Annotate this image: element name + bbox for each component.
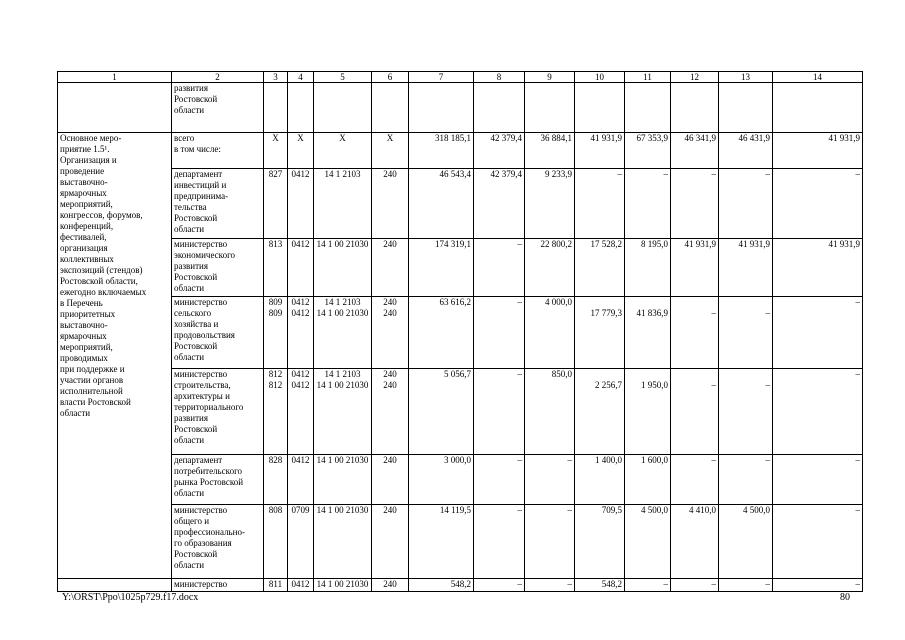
cell-col-8: – [474, 297, 525, 369]
cell-col-4: 0412 0412 [288, 369, 314, 455]
cell-col-7: 174 319,1 [409, 239, 474, 297]
table-row [58, 579, 863, 592]
cell-col-10: 2 256,7 [575, 369, 625, 455]
cell-col-4: 0412 0412 [288, 297, 314, 369]
header-col-8: 8 [474, 72, 525, 83]
table-row [58, 369, 863, 455]
cell-col-3: 811 [264, 579, 288, 592]
cell-col-12: – [671, 455, 719, 505]
cell-col-3: 813 [264, 239, 288, 297]
cell-col-9: 36 884,1 [525, 133, 575, 169]
cell-col-3: 828 [264, 455, 288, 505]
cont-col1 [58, 83, 172, 133]
cont-empty [773, 83, 863, 133]
cell-col-6: 240 [372, 169, 409, 239]
header-col-14: 14 [773, 72, 863, 83]
cell-col-11: – [625, 579, 671, 592]
header-col-10: 10 [575, 72, 625, 83]
cell-col-4: Х [288, 133, 314, 169]
cell-col-12: 41 931,9 [671, 239, 719, 297]
cell-col-7: 3 000,0 [409, 455, 474, 505]
header-col-7: 7 [409, 72, 474, 83]
cell-col-9: – [525, 579, 575, 592]
cell-col-10: 17 528,2 [575, 239, 625, 297]
cell-col-12: – [671, 579, 719, 592]
cell-col-8: 42 379,4 [474, 169, 525, 239]
cont-empty [409, 83, 474, 133]
executor-cell: департамент инвестиций и предпринима- тельства Ростовской области [172, 169, 264, 239]
cell-col-4: 0412 [288, 169, 314, 239]
cell-col-10: 548,2 [575, 579, 625, 592]
cell-col-6: Х [372, 133, 409, 169]
cont-empty [525, 83, 575, 133]
cell-col-14: – [773, 505, 863, 579]
cont-empty [719, 83, 773, 133]
cell-col-13: – [719, 169, 773, 239]
cell-col-4: 0412 [288, 239, 314, 297]
cell-col-8: 42 379,4 [474, 133, 525, 169]
cell-col-3: 812 812 [264, 369, 288, 455]
cell-col-5: 14 1 00 21030 [314, 579, 372, 592]
cell-col-6: 240 [372, 455, 409, 505]
cell-col-3: 809 809 [264, 297, 288, 369]
cell-col-8: – [474, 455, 525, 505]
cell-col-7: 63 616,2 [409, 297, 474, 369]
cell-col-10: 1 400,0 [575, 455, 625, 505]
cell-col-9: – [525, 505, 575, 579]
cell-col-13: 46 431,9 [719, 133, 773, 169]
cell-col-6: 240 [372, 505, 409, 579]
cell-col-7: 46 543,4 [409, 169, 474, 239]
cell-col-13: 41 931,9 [719, 239, 773, 297]
cell-col-7: 548,2 [409, 579, 474, 592]
cell-col-13: – [719, 297, 773, 369]
cell-col-9: – [525, 455, 575, 505]
header-col-13: 13 [719, 72, 773, 83]
cell-col-14: – [773, 369, 863, 455]
cell-col-11: 67 353,9 [625, 133, 671, 169]
cell-col-11: – [625, 169, 671, 239]
cell-col-5: 14 1 2103 [314, 169, 372, 239]
cell-col-5: 14 1 00 21030 [314, 455, 372, 505]
executor-cell: департамент потребительского рынка Ростовской области [172, 455, 264, 505]
event-name-cell: Основное меро- приятие 1.5¹. Организация и проведение выставочно- ярмарочных мероприятий, конгрессов, форумов, конференций, фестивалей, организация коллективных экспозиций (стендов) Ростовской области, ежегодно включаемых в Перечень приоритетных выставочно- ярмарочных мероприятий, проводимых при поддержке и участии органов исполнительной власти Ростовской области [58, 133, 172, 579]
cell-col-10: 709,5 [575, 505, 625, 579]
cell-col-11: 41 836,9 [625, 297, 671, 369]
cont-empty [575, 83, 625, 133]
footer-file-path: Y:\ORST\Ppo\1025p729.f17.docx [62, 592, 199, 603]
cont-empty [625, 83, 671, 133]
cell-col-5: 14 1 2103 14 1 00 21030 [314, 369, 372, 455]
cell-col-5: Х [314, 133, 372, 169]
cell-col-14: 41 931,9 [773, 133, 863, 169]
cell-col-6: 240 [372, 239, 409, 297]
table-row [58, 297, 863, 369]
cell-col-14: – [773, 455, 863, 505]
cell-col-4: 0709 [288, 505, 314, 579]
cell-col-7: 14 119,5 [409, 505, 474, 579]
cell-col-12: – [671, 369, 719, 455]
cell-col-4: 0412 [288, 455, 314, 505]
cell-col-13: 4 500,0 [719, 505, 773, 579]
cell-col-6: 240 240 [372, 369, 409, 455]
cell-col-8: – [474, 239, 525, 297]
cont-col2: развития Ростовской области [172, 83, 264, 133]
cell-col-14: – [773, 169, 863, 239]
cell-col-4: 0412 [288, 579, 314, 592]
header-col-1: 1 [58, 72, 172, 83]
cell-col-12: – [671, 169, 719, 239]
cell-col-5: 14 1 00 21030 [314, 239, 372, 297]
cell-col-10: 17 779,3 [575, 297, 625, 369]
cont-empty [474, 83, 525, 133]
cell-col-9: 4 000,0 [525, 297, 575, 369]
cell-col-11: 1 950,0 [625, 369, 671, 455]
table-row [58, 505, 863, 579]
cell-col-10: – [575, 169, 625, 239]
executor-cell: министерство общего и профессионально- го образования Ростовской области [172, 505, 264, 579]
cell-col-12: 4 410,0 [671, 505, 719, 579]
cell-col-14: 41 931,9 [773, 239, 863, 297]
header-col-4: 4 [288, 72, 314, 83]
executor-cell: министерство сельского хозяйства и продовольствия Ростовской области [172, 297, 264, 369]
table-row [58, 133, 863, 169]
cell-col-3: Х [264, 133, 288, 169]
cont-empty [288, 83, 314, 133]
cell-col-6: 240 240 [372, 297, 409, 369]
cell-col-14: – [773, 297, 863, 369]
header-col-12: 12 [671, 72, 719, 83]
table-row [58, 169, 863, 239]
cell-col-8: – [474, 579, 525, 592]
continuation-row [58, 83, 863, 133]
cont-empty [264, 83, 288, 133]
cell-col-13: – [719, 369, 773, 455]
table-row [58, 455, 863, 505]
cont-empty [671, 83, 719, 133]
cell-col-6: 240 [372, 579, 409, 592]
cell-col-12: – [671, 297, 719, 369]
cell-col-13: – [719, 579, 773, 592]
cell-col-11: 4 500,0 [625, 505, 671, 579]
footer-page-number: 80 [840, 592, 850, 603]
cell-col-8: – [474, 369, 525, 455]
cell-col-5: 14 1 00 21030 [314, 505, 372, 579]
cell-col-9: 9 233,9 [525, 169, 575, 239]
executor-cell: министерство экономического развития Ростовской области [172, 239, 264, 297]
cell-col-9: 850,0 [525, 369, 575, 455]
empty-cell [58, 579, 172, 592]
table-row [58, 239, 863, 297]
cell-col-13: – [719, 455, 773, 505]
cont-empty [314, 83, 372, 133]
cell-col-12: 46 341,9 [671, 133, 719, 169]
cell-col-3: 808 [264, 505, 288, 579]
cell-col-3: 827 [264, 169, 288, 239]
header-row [58, 72, 863, 83]
cell-col-9: 22 800,2 [525, 239, 575, 297]
cell-col-8: – [474, 505, 525, 579]
cell-col-7: 5 056,7 [409, 369, 474, 455]
budget-table [57, 71, 863, 592]
executor-cell: министерство [172, 579, 264, 592]
cell-col-11: 1 600,0 [625, 455, 671, 505]
executor-cell: министерство строительства, архитектуры и территориального развития Ростовской области [172, 369, 264, 455]
cont-empty [372, 83, 409, 133]
cell-col-11: 8 195,0 [625, 239, 671, 297]
header-col-3: 3 [264, 72, 288, 83]
cell-col-7: 318 185,1 [409, 133, 474, 169]
cell-col-14: – [773, 579, 863, 592]
executor-cell: всего в том числе: [172, 133, 264, 169]
header-col-6: 6 [372, 72, 409, 83]
cell-col-5: 14 1 2103 14 1 00 21030 [314, 297, 372, 369]
header-col-2: 2 [172, 72, 264, 83]
header-col-9: 9 [525, 72, 575, 83]
header-col-11: 11 [625, 72, 671, 83]
cell-col-10: 41 931,9 [575, 133, 625, 169]
header-col-5: 5 [314, 72, 372, 83]
